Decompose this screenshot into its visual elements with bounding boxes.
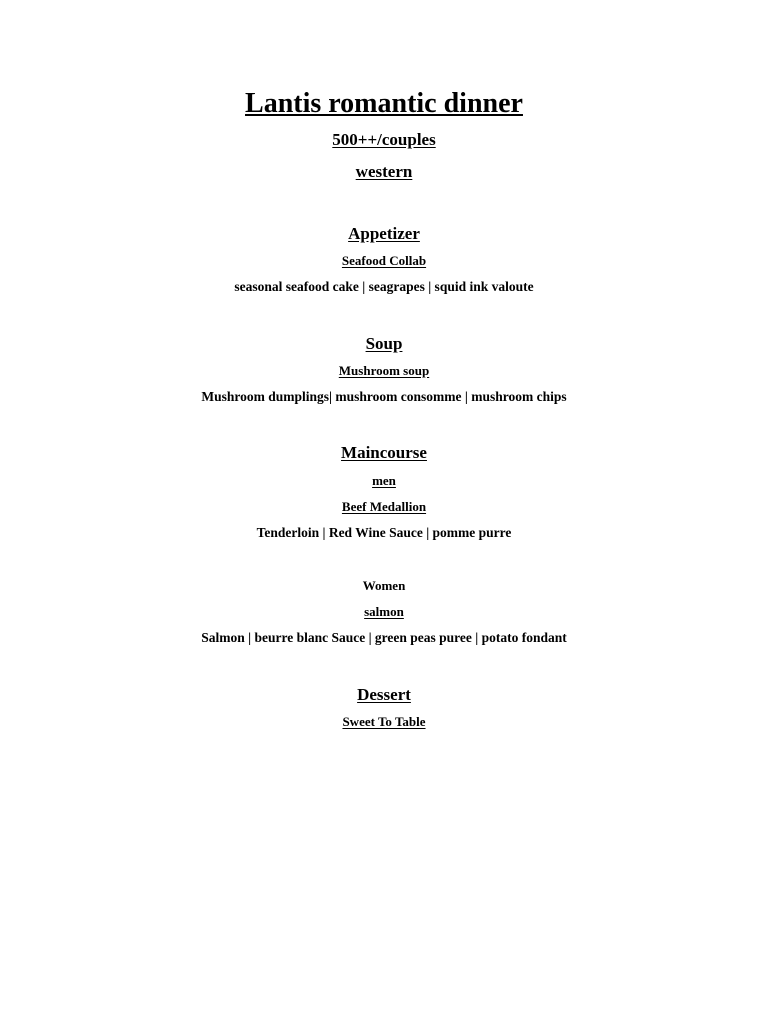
appetizer-dish: Seafood Collab (341, 253, 427, 268)
cuisine-style: western (355, 162, 413, 181)
maincourse-men-description: Tenderloin | Red Wine Sauce | pomme purre (256, 525, 512, 540)
appetizer-heading: Appetizer (348, 224, 420, 243)
appetizer-description: seasonal seafood cake | seagrapes | squid ink valoute (234, 279, 534, 294)
soup-description: Mushroom dumplings| mushroom consomme | mushroom chips (201, 389, 567, 404)
dessert-dish: Sweet To Table (342, 714, 426, 729)
maincourse-men-label: men (372, 473, 396, 488)
maincourse-women-dish: salmon (364, 604, 404, 619)
menu-title: Lantis romantic dinner (245, 88, 523, 119)
maincourse-women-label: Women (362, 578, 406, 593)
soup-heading: Soup (365, 334, 403, 353)
dessert-heading: Dessert (357, 685, 411, 704)
maincourse-heading: Maincourse (341, 443, 427, 462)
soup-dish: Mushroom soup (338, 363, 430, 378)
price-per-couple: 500++/couples (332, 130, 436, 149)
maincourse-women-description: Salmon | beurre blanc Sauce | green peas puree | potato fondant (201, 630, 567, 645)
maincourse-men-dish: Beef Medallion (341, 499, 427, 514)
